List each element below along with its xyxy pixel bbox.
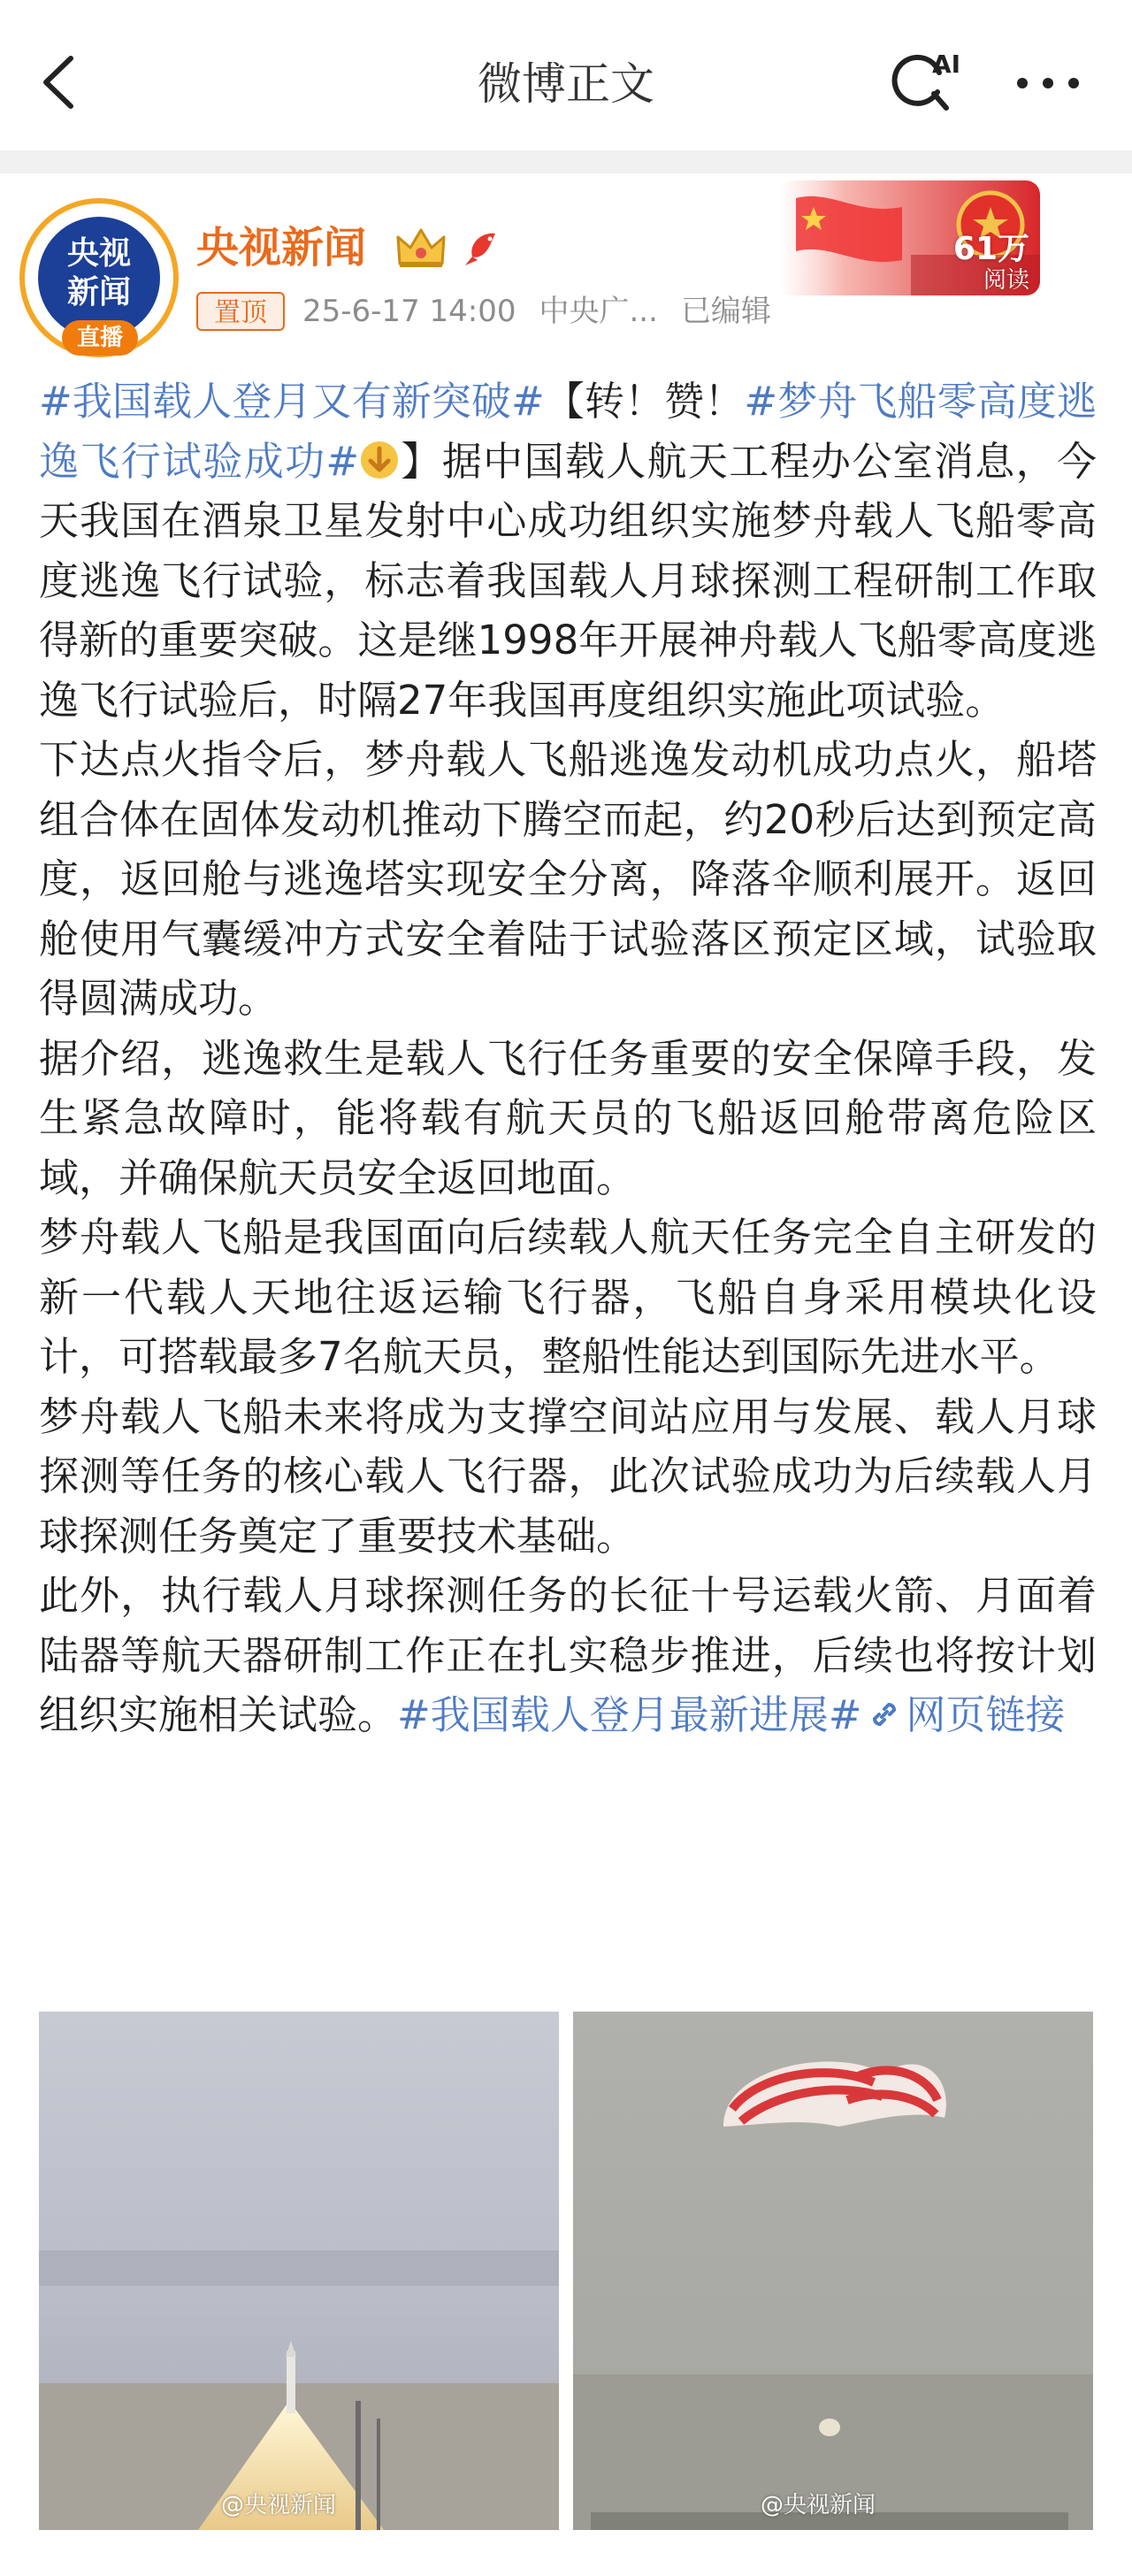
live-badge[interactable]: 直播 xyxy=(62,320,138,356)
paragraph-1 xyxy=(39,372,1097,730)
paragraph-4: 梦舟载人飞船是我国面向后续载人航天任务完全自主研发的新一代载人天地往返运输飞行器，飞船自身采用模块化设计，可搭载最多7名航天员，整船性能达到国际先进水平。 xyxy=(39,1214,1097,1380)
paragraph-3: 据介绍，逃逸救生是载人飞行任务重要的安全保障手段，发生紧急故障时，能将载有航天员的飞船返回舱带离危险区域，并确保航天员安全返回地面。 xyxy=(39,1034,1097,1201)
topic-tag-2[interactable]: #梦舟飞船零高度逃逸飞行试验成功# xyxy=(39,378,1097,485)
fish-badge-icon[interactable] xyxy=(463,226,506,267)
post-image-1[interactable] xyxy=(39,2012,559,2530)
page-title: 微博正文 xyxy=(478,58,654,110)
more-dots-icon xyxy=(1010,58,1086,108)
pointing-down-emoji-icon xyxy=(359,440,400,480)
avatar-logo-line1: 央视 xyxy=(66,235,131,272)
paragraph-6 xyxy=(39,1566,1097,1745)
post-image-2[interactable] xyxy=(573,2012,1093,2530)
image-2-watermark: @央视新闻 xyxy=(761,2492,876,2518)
paragraph-1-prefix: 【转！赞！ xyxy=(544,378,745,425)
rocket-launch-photo xyxy=(39,2012,559,2530)
paragraph-6-text: 此外，执行载人月球探测任务的长征十号运载火箭、月面着陆器等航天器研制工作正在扎实稳步推进，后续也将按计划组织实施相关试验。 xyxy=(39,1572,1097,1738)
parachute-landing-photo xyxy=(573,2012,1093,2530)
ai-search-button[interactable] xyxy=(888,46,966,120)
post-time: 25-6-17 14:00 xyxy=(302,294,516,329)
section-divider xyxy=(0,150,1132,173)
read-label: 阅读 xyxy=(983,267,1029,294)
web-link-label: 网页链接 xyxy=(906,1691,1066,1738)
avatar[interactable] xyxy=(19,198,179,357)
read-count-badge[interactable] xyxy=(778,180,1040,295)
post-meta xyxy=(302,288,794,334)
avatar-logo-line2: 新闻 xyxy=(66,274,131,310)
link-icon xyxy=(867,1697,902,1732)
vip-crown-icon[interactable] xyxy=(394,225,447,271)
topic-tag-3[interactable]: #我国载人登月最新进展# xyxy=(397,1691,862,1738)
author-name[interactable]: 央视新闻 xyxy=(196,223,367,272)
image-1-watermark: @央视新闻 xyxy=(221,2492,337,2518)
top-navigation-bar xyxy=(0,0,1132,150)
ai-search-icon xyxy=(888,46,966,120)
post-content xyxy=(39,372,1097,1745)
more-options-button[interactable] xyxy=(1010,58,1086,108)
pinned-badge: 置顶 xyxy=(196,292,285,331)
post-source[interactable]: 中央广... xyxy=(539,294,658,329)
ai-label: AI xyxy=(932,50,961,79)
paragraph-1-text: 】据中国载人航天工程办公室消息，今天我国在酒泉卫星发射中心成功组织实施梦舟载人飞船零高度逃逸飞行试验，标志着我国载人月球探测工程研制工作取得新的重要突破。这是继1998年开展神舟载人飞船零高度逃逸飞行试验后，时隔27年我国再度组织实施此项试验。 xyxy=(39,437,1097,724)
web-link[interactable] xyxy=(861,1691,1065,1738)
paragraph-5: 梦舟载人飞船未来将成为支撑空间站应用与发展、载人月球探测等任务的核心载人飞行器，此次试验成功为后续载人月球探测任务奠定了重要技术基础。 xyxy=(39,1392,1097,1560)
edited-label[interactable]: 已编辑 xyxy=(680,294,771,329)
paragraph-2: 下达点火指令后，梦舟载人飞船逃逸发动机成功点火，船塔组合体在固体发动机推动下腾空而起，约20秒后达到预定高度，返回舱与逃逸塔实现安全分离，降落伞顺利展开。返回舱使用气囊缓冲方式安全着陆于试验落区预定区域，试验取得圆满成功。 xyxy=(39,736,1097,1022)
topic-tag-1[interactable]: #我国载人登月又有新突破# xyxy=(39,378,545,425)
read-count: 61万 xyxy=(952,231,1029,267)
